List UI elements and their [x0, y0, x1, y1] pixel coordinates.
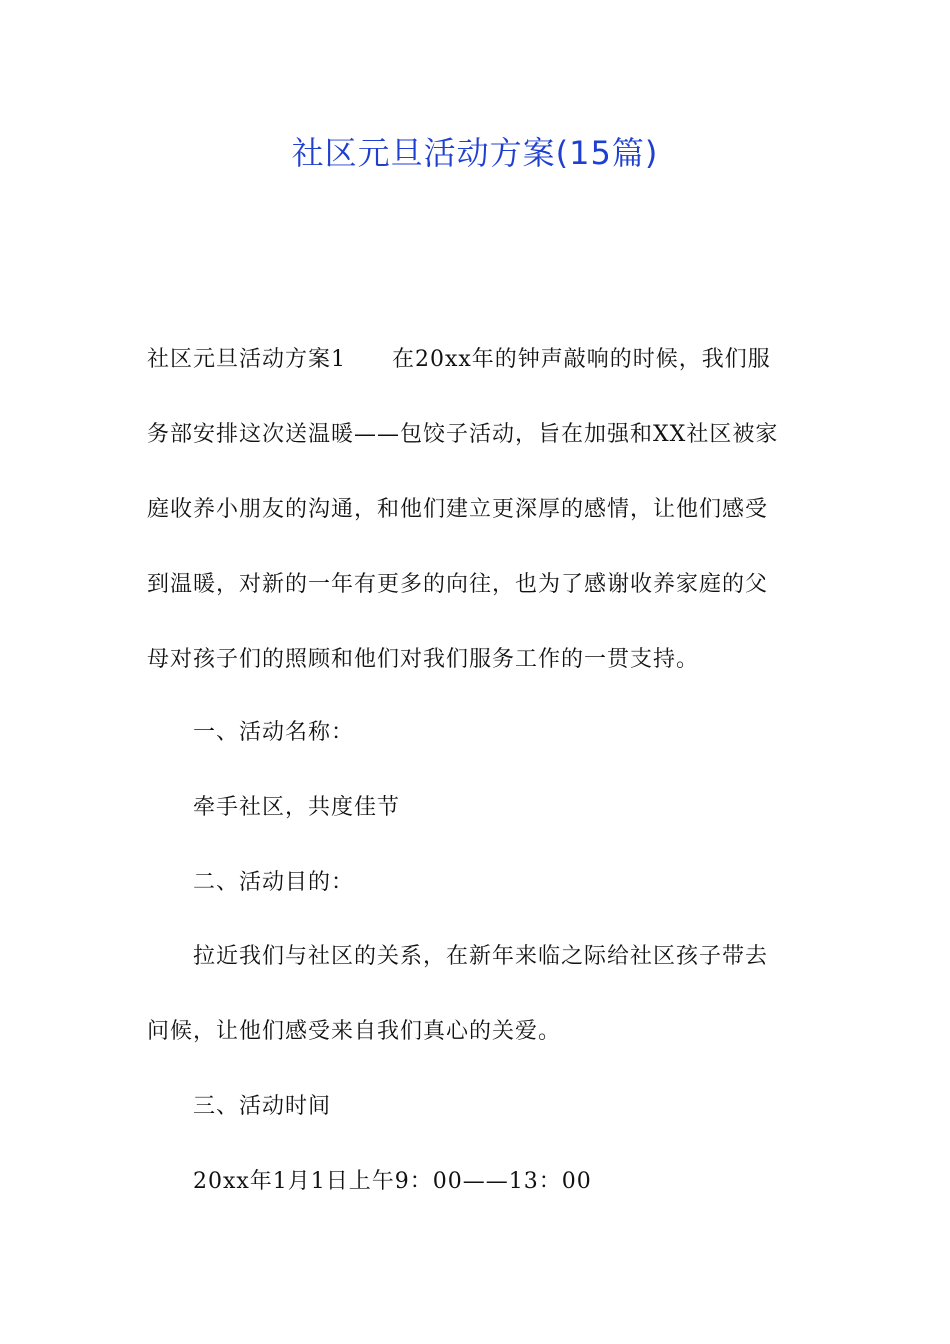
paragraph-line: 庭收养小朋友的沟通，和他们建立更深厚的感情，让他们感受	[147, 497, 769, 522]
document-title: 社区元旦活动方案(15篇)	[291, 134, 659, 172]
paragraph-line: 20xx年1月1日上午9：00——13：00	[193, 1169, 592, 1194]
paragraph-line: 到温暖，对新的一年有更多的向往，也为了感谢收养家庭的父	[147, 572, 769, 597]
section-heading: 三、活动时间	[193, 1094, 332, 1119]
section-heading: 一、活动名称：	[193, 720, 355, 745]
paragraph-line: 社区元旦活动方案1 在20xx年的钟声敲响的时候，我们服	[147, 347, 771, 372]
paragraph-line: 牵手社区，共度佳节	[193, 795, 401, 820]
section-heading: 二、活动目的：	[193, 870, 355, 895]
paragraph-line: 母对孩子们的照顾和他们对我们服务工作的一贯支持。	[147, 647, 700, 672]
paragraph-line: 务部安排这次送温暖——包饺子活动，旨在加强和XX社区被家	[147, 422, 779, 447]
paragraph-line: 拉近我们与社区的关系，在新年来临之际给社区孩子带去	[193, 944, 769, 969]
paragraph-line: 问候，让他们感受来自我们真心的关爱。	[147, 1019, 562, 1044]
